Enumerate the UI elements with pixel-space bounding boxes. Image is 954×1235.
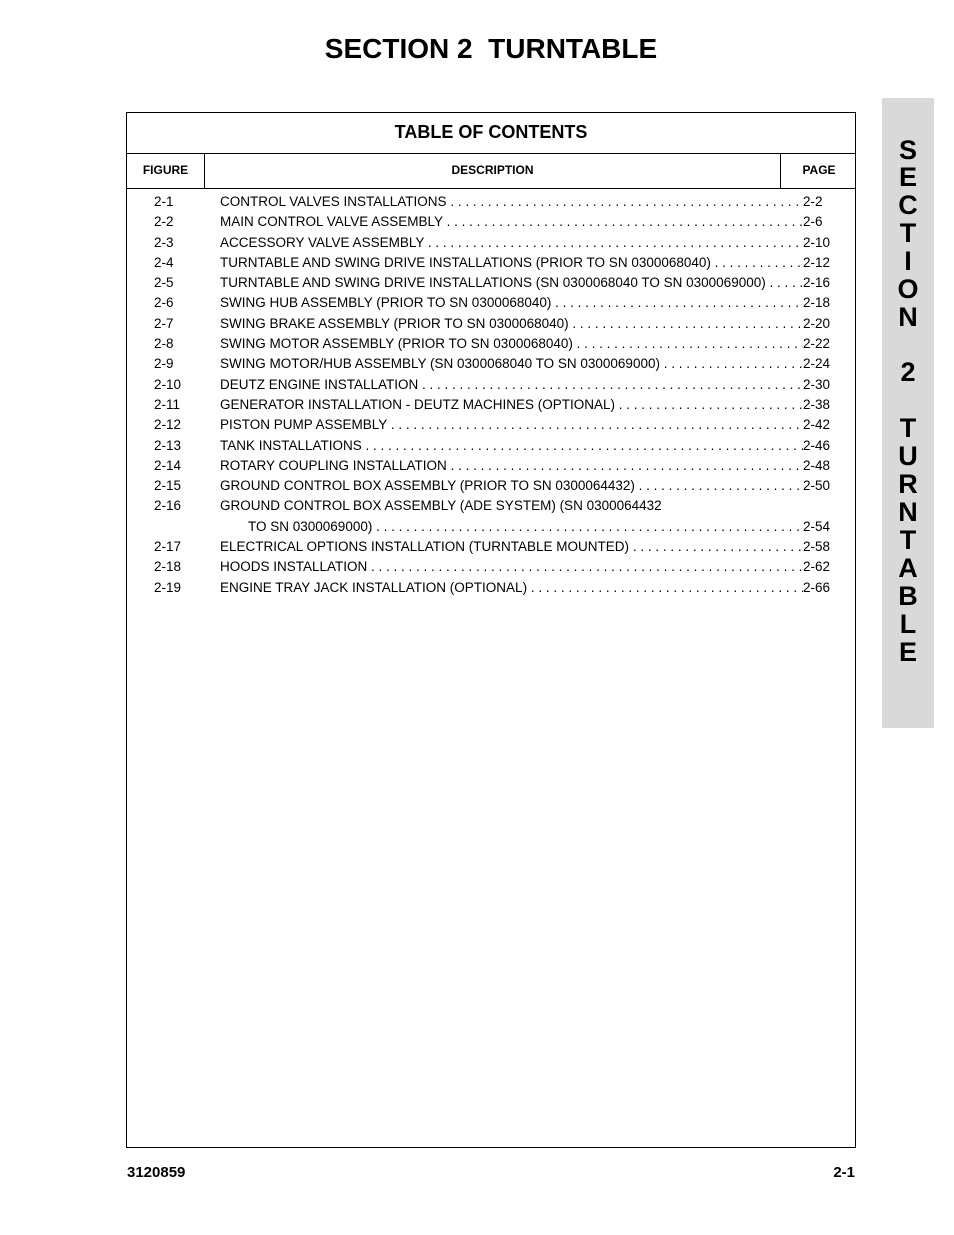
side-tab-letter: B [898,581,918,611]
toc-row-description: PISTON PUMP ASSEMBLY . . . [220,415,803,435]
side-tab-letter: 2 [900,357,916,387]
toc-row-description: TURNTABLE AND SWING DRIVE INSTALLATIONS (PRIOR TO SN 0300068040) . . . [220,253,803,273]
toc-row-page: 2-22 [803,336,831,352]
toc-row[interactable] [127,314,855,334]
toc-row-description: SWING HUB ASSEMBLY (PRIOR TO SN 0300068040) . . . [220,293,803,313]
side-tab-letter: N [898,302,918,332]
side-tab-letter: T [899,218,917,248]
toc-row-page: 2-38 [803,396,831,412]
toc-row[interactable] [127,212,855,232]
toc-row-figure: 2-5 [154,275,174,291]
toc-row[interactable] [127,557,855,577]
toc-row-description: SWING MOTOR/HUB ASSEMBLY (SN 0300068040 TO SN 0300069000) . . . [220,354,803,374]
toc-row-page: 2-48 [803,457,831,473]
toc-row-page: 2-58 [803,539,831,555]
toc-row[interactable] [127,517,855,537]
toc-row-figure: 2-2 [154,214,174,230]
toc-row-page: 2-46 [803,437,831,453]
toc-row-page: 2-16 [803,275,831,291]
toc-row[interactable] [127,253,855,273]
toc-row-figure: 2-8 [154,336,174,352]
toc-row-page: 2-50 [803,478,831,494]
toc-row-description: HOODS INSTALLATION . . . [220,557,803,577]
toc-row[interactable] [127,476,855,496]
toc-title: TABLE OF CONTENTS [127,113,855,154]
toc-row[interactable] [127,456,855,476]
toc-row-description: DEUTZ ENGINE INSTALLATION . . . [220,375,803,395]
toc-row-description: ROTARY COUPLING INSTALLATION . . . [220,456,803,476]
toc-row-description: ENGINE TRAY JACK INSTALLATION (OPTIONAL) . . . [220,578,803,598]
header-figure: FIGURE [127,154,205,188]
section-side-tab [882,98,934,728]
side-tab-letter: C [898,190,918,220]
toc-row-description: GROUND CONTROL BOX ASSEMBLY (PRIOR TO SN 0300064432) . . . [220,476,803,496]
toc-row-figure: 2-13 [154,437,182,453]
toc-row-page: 2-30 [803,376,831,392]
toc-row[interactable] [127,375,855,395]
side-tab-letter: T [899,413,917,443]
side-tab-letter: L [899,609,917,639]
toc-row[interactable] [127,537,855,557]
toc-row-page: 2-18 [803,295,831,311]
toc-row[interactable] [127,436,855,456]
toc-row-page: 2-2 [803,194,823,209]
toc-row-figure: 2-4 [154,254,174,270]
toc-row-figure: 2-11 [154,396,181,412]
toc-row[interactable] [127,273,855,293]
toc-row-description: MAIN CONTROL VALVE ASSEMBLY . . . [220,212,803,232]
toc-row[interactable] [127,334,855,354]
toc-row-figure: 2-18 [154,559,182,575]
toc-row-page: 2-42 [803,417,831,433]
toc-row-figure: 2-19 [154,579,182,595]
side-tab-letter: U [898,441,918,471]
side-tab-letter: E [898,637,917,667]
side-tab-letter: E [898,162,917,192]
header-description: DESCRIPTION [205,154,781,188]
toc-header-row [127,154,855,189]
side-tab-letter: S [898,135,917,165]
toc-row[interactable] [127,233,855,253]
toc-row[interactable] [127,415,855,435]
toc-row-page: 2-12 [803,254,831,270]
toc-row-description: TO SN 0300069000) . . . [248,517,803,537]
toc-row[interactable] [127,192,855,212]
toc-row-description: TURNTABLE AND SWING DRIVE INSTALLATIONS (SN 0300068040 TO SN 0300069000) . . . [220,273,803,293]
footer-page-number: 2-1 [833,1164,855,1181]
side-tab-letter: T [899,525,917,555]
toc-row-description: SWING BRAKE ASSEMBLY (PRIOR TO SN 0300068040) . . . [220,314,803,334]
page-title: SECTION 2 TURNTABLE [324,33,658,64]
toc-row[interactable] [127,578,855,598]
toc-row-figure: 2-3 [154,234,174,250]
toc-row-description: GENERATOR INSTALLATION - DEUTZ MACHINES (OPTIONAL) . . . [220,395,803,415]
side-tab-letter: A [898,553,918,583]
toc-row[interactable] [127,496,855,516]
toc-row-description: ACCESSORY VALVE ASSEMBLY . . . [220,233,803,253]
toc-row[interactable] [127,293,855,313]
toc-row-description: SWING MOTOR ASSEMBLY (PRIOR TO SN 0300068040) . . . [220,334,803,354]
table-of-contents [126,112,856,1148]
toc-row-figure: 2-1 [154,194,174,209]
header-page: PAGE [802,163,836,177]
toc-row-figure: 2-12 [154,417,182,433]
toc-row-page: 2-20 [803,315,831,331]
toc-row-figure: 2-9 [154,356,174,372]
toc-row[interactable] [127,395,855,415]
toc-row-page: 2-62 [803,559,831,575]
toc-row-figure: 2-14 [154,457,182,473]
toc-row-description: TANK INSTALLATIONS . . . [220,436,803,456]
toc-rows [127,192,855,598]
toc-row-page: 2-6 [803,214,823,230]
toc-row-description: ELECTRICAL OPTIONS INSTALLATION (TURNTABLE MOUNTED) . . . [220,537,803,557]
toc-row-page: 2-54 [803,518,831,534]
toc-row-page: 2-66 [803,579,831,595]
toc-row[interactable] [127,354,855,374]
toc-row-description: CONTROL VALVES INSTALLATIONS . . . [220,192,803,212]
side-tab-letter: R [898,469,918,499]
side-tab-letter: I [904,246,912,276]
toc-row-figure: 2-16 [154,498,182,514]
side-tab-letter: N [898,497,918,527]
toc-row-figure: 2-15 [154,478,182,494]
footer-doc-number: 3120859 [127,1164,186,1181]
toc-row-page: 2-10 [803,234,831,250]
toc-row-figure: 2-7 [154,315,174,331]
toc-row-page: 2-24 [803,356,831,372]
toc-row-figure: 2-6 [154,295,174,311]
toc-row-figure: 2-17 [154,539,182,555]
toc-row-figure: 2-10 [154,376,182,392]
toc-row-description: GROUND CONTROL BOX ASSEMBLY (ADE SYSTEM) (SN 0300064432 [220,498,662,514]
side-tab-letter: O [897,274,919,304]
